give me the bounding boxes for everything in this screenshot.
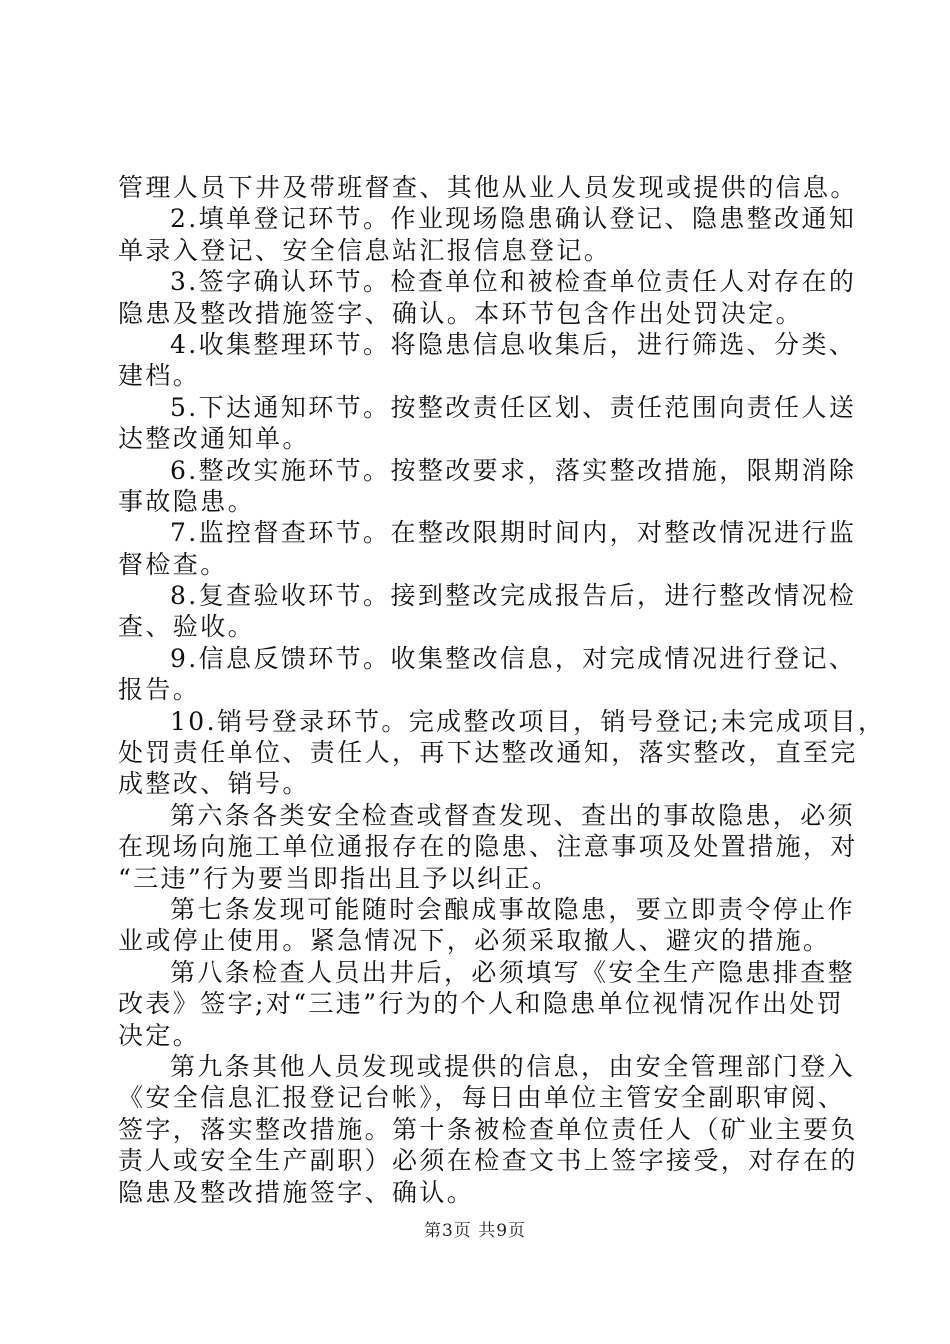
text-line: 单录入登记、安全信息站汇报信息登记。	[118, 235, 612, 265]
text-line: 10.销号登录环节。完成整改项目，销号登记;未完成项目，	[170, 706, 886, 736]
text-line: 第七条发现可能随时会酿成事故隐患，要立即责令停止作	[170, 894, 856, 924]
text-line: 9.信息反馈环节。收集整改信息，对完成情况进行登记、	[170, 643, 857, 673]
page-number-footer: 第3页 共9页	[423, 1221, 527, 1241]
text-line: 决定。	[118, 1020, 201, 1050]
text-line: 隐患及整改措施签字、确认。本环节包含作出处罚决定。	[118, 298, 804, 328]
text-line: 事故隐患。	[118, 486, 256, 516]
text-line: 3.签字确认环节。检查单位和被检查单位责任人对存在的	[170, 267, 857, 297]
text-line: 督检查。	[118, 549, 228, 579]
text-line: 改表》签字;对“三违”行为的个人和隐患单位视情况作出处罚	[118, 989, 845, 1019]
text-line: 在现场向施工单位通报存在的隐患、注意事项及处置措施，对	[118, 832, 858, 862]
text-line: 管理人员下井及带班督查、其他从业人员发现或提供的信息。	[118, 173, 858, 202]
text-line: 责人或安全生产副职）必须在检查文书上签字接受，对存在的	[118, 1146, 858, 1176]
text-line: 业或停止使用。紧急情况下，必须采取撤人、避灾的措施。	[118, 926, 831, 956]
text-line: 7.监控督查环节。在整改限期时间内，对整改情况进行监	[170, 518, 857, 548]
text-line: 第九条其他人员发现或提供的信息，由安全管理部门登入	[170, 1051, 856, 1081]
text-line: 第八条检查人员出井后，必须填写《安全生产隐患排查整	[170, 957, 856, 987]
text-line: 报告。	[118, 675, 201, 705]
text-line: 建档。	[118, 361, 201, 391]
text-line: 第六条各类安全检查或督查发现、查出的事故隐患，必须	[170, 800, 856, 830]
text-line: 8.复查验收环节。接到整改完成报告后，进行整改情况检	[170, 581, 857, 611]
text-line: “三违”行为要当即指出且予以纠正。	[118, 863, 560, 893]
text-line: 处罚责任单位、责任人，再下达整改通知，落实整改，直至完	[118, 738, 858, 768]
text-line: 5.下达通知环节。按整改责任区划、责任范围向责任人送	[170, 392, 857, 422]
text-line: 《安全信息汇报登记台帐》，每日由单位主管安全副职审阅、	[118, 1083, 846, 1113]
text-line: 查、验收。	[118, 612, 256, 642]
text-line: 成整改、销号。	[118, 769, 310, 799]
text-line: 2.填单登记环节。作业现场隐患确认登记、隐患整改通知	[170, 204, 857, 234]
text-line: 签字，落实整改措施。第十条被检查单位责任人（矿业主要负	[118, 1114, 858, 1144]
text-line: 隐患及整改措施签字、确认。	[118, 1177, 475, 1207]
text-line: 6.整改实施环节。按整改要求，落实整改措施，限期消除	[170, 455, 857, 485]
document-body	[118, 172, 886, 1208]
text-line: 达整改通知单。	[118, 424, 310, 454]
text-line: 4.收集整理环节。将隐患信息收集后，进行筛选、分类、	[170, 329, 857, 359]
